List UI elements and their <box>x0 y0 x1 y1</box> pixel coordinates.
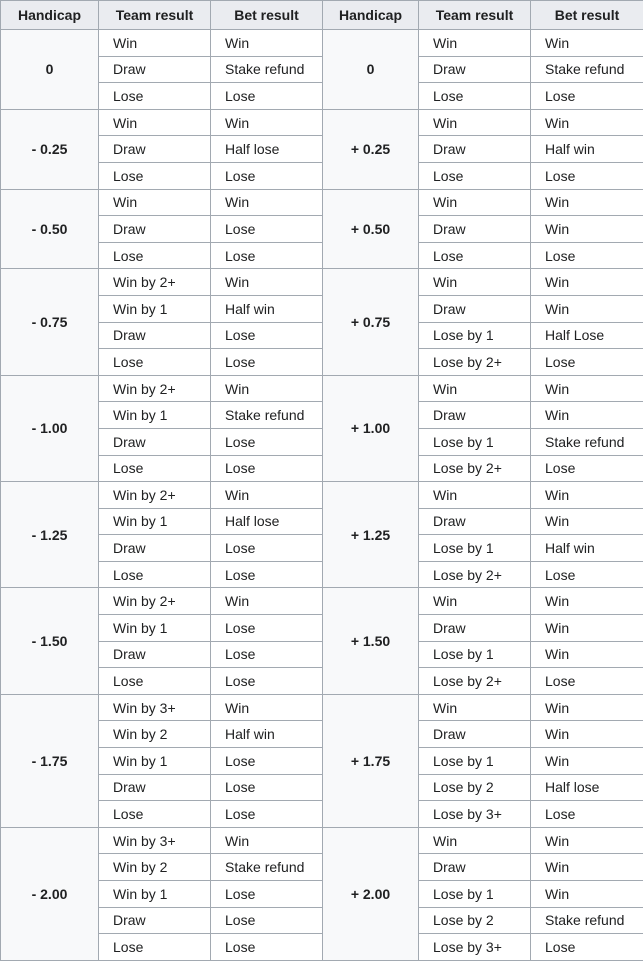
bet-result-cell: Stake refund <box>531 428 643 455</box>
team-result-cell: Draw <box>419 508 531 535</box>
handicap-cell-right: + 1.75 <box>323 694 419 827</box>
header-bet-result: Bet result <box>531 1 643 30</box>
team-result-cell: Win by 1 <box>99 508 211 535</box>
bet-result-cell: Lose <box>531 455 643 482</box>
header-team-result: Team result <box>419 1 531 30</box>
bet-result-cell: Win <box>211 109 323 136</box>
team-result-cell: Draw <box>99 56 211 83</box>
table-row <box>1 109 643 136</box>
team-result-cell: Win <box>99 30 211 57</box>
bet-result-cell: Stake refund <box>211 854 323 881</box>
table-row <box>1 269 643 296</box>
team-result-cell: Lose <box>99 162 211 189</box>
bet-result-cell: Lose <box>211 83 323 110</box>
bet-result-cell: Lose <box>211 615 323 642</box>
bet-result-cell: Win <box>531 109 643 136</box>
bet-result-cell: Win <box>531 216 643 243</box>
team-result-cell: Lose by 2+ <box>419 668 531 695</box>
team-result-cell: Win <box>419 588 531 615</box>
bet-result-cell: Win <box>531 694 643 721</box>
bet-result-cell: Win <box>531 30 643 57</box>
team-result-cell: Lose by 2+ <box>419 561 531 588</box>
team-result-cell: Lose by 3+ <box>419 934 531 961</box>
bet-result-cell: Win <box>531 508 643 535</box>
bet-result-cell: Lose <box>211 801 323 828</box>
team-result-cell: Lose <box>99 934 211 961</box>
team-result-cell: Lose by 2+ <box>419 455 531 482</box>
team-result-cell: Draw <box>419 402 531 429</box>
team-result-cell: Lose <box>99 561 211 588</box>
bet-result-cell: Win <box>531 721 643 748</box>
bet-result-cell: Stake refund <box>211 56 323 83</box>
handicap-cell-left: - 0.75 <box>1 269 99 375</box>
team-result-cell: Win by 2+ <box>99 375 211 402</box>
header-handicap: Handicap <box>323 1 419 30</box>
header-row <box>1 1 643 30</box>
handicap-cell-left: - 1.25 <box>1 482 99 588</box>
bet-result-cell: Win <box>531 615 643 642</box>
team-result-cell: Win <box>419 694 531 721</box>
bet-result-cell: Lose <box>211 322 323 349</box>
bet-result-cell: Lose <box>531 934 643 961</box>
team-result-cell: Win by 3+ <box>99 694 211 721</box>
bet-result-cell: Lose <box>211 641 323 668</box>
team-result-cell: Lose <box>419 242 531 269</box>
bet-result-cell: Lose <box>211 934 323 961</box>
team-result-cell: Draw <box>99 774 211 801</box>
team-result-cell: Win by 2 <box>99 721 211 748</box>
team-result-cell: Lose by 2 <box>419 907 531 934</box>
bet-result-cell: Lose <box>531 162 643 189</box>
table-row <box>1 694 643 721</box>
bet-result-cell: Win <box>531 748 643 775</box>
team-result-cell: Win by 2+ <box>99 482 211 509</box>
bet-result-cell: Lose <box>531 668 643 695</box>
team-result-cell: Win by 2+ <box>99 588 211 615</box>
bet-result-cell: Half Lose <box>531 322 643 349</box>
team-result-cell: Draw <box>419 216 531 243</box>
bet-result-cell: Win <box>211 588 323 615</box>
bet-result-cell: Win <box>531 854 643 881</box>
team-result-cell: Draw <box>419 615 531 642</box>
bet-result-cell: Win <box>211 30 323 57</box>
team-result-cell: Draw <box>419 854 531 881</box>
bet-result-cell: Stake refund <box>531 907 643 934</box>
handicap-cell-left: - 1.75 <box>1 694 99 827</box>
team-result-cell: Lose <box>419 83 531 110</box>
handicap-cell-right: + 0.25 <box>323 109 419 189</box>
bet-result-cell: Lose <box>211 774 323 801</box>
bet-result-cell: Lose <box>211 535 323 562</box>
bet-result-cell: Lose <box>211 748 323 775</box>
bet-result-cell: Lose <box>211 162 323 189</box>
bet-result-cell: Lose <box>211 216 323 243</box>
team-result-cell: Draw <box>99 428 211 455</box>
table-row <box>1 30 643 57</box>
header-handicap: Handicap <box>1 1 99 30</box>
team-result-cell: Win by 2+ <box>99 269 211 296</box>
team-result-cell: Win <box>419 827 531 854</box>
bet-result-cell: Win <box>531 827 643 854</box>
team-result-cell: Lose by 1 <box>419 322 531 349</box>
team-result-cell: Win <box>99 189 211 216</box>
bet-result-cell: Lose <box>531 83 643 110</box>
bet-result-cell: Stake refund <box>531 56 643 83</box>
team-result-cell: Draw <box>99 641 211 668</box>
handicap-cell-right: + 2.00 <box>323 827 419 960</box>
team-result-cell: Lose <box>99 668 211 695</box>
team-result-cell: Draw <box>419 136 531 163</box>
team-result-cell: Lose by 3+ <box>419 801 531 828</box>
team-result-cell: Win <box>419 30 531 57</box>
table-row <box>1 588 643 615</box>
bet-result-cell: Half win <box>211 295 323 322</box>
team-result-cell: Draw <box>99 136 211 163</box>
bet-result-cell: Half lose <box>531 774 643 801</box>
bet-result-cell: Win <box>531 269 643 296</box>
bet-result-cell: Lose <box>211 561 323 588</box>
bet-result-cell: Lose <box>531 349 643 376</box>
bet-result-cell: Lose <box>531 801 643 828</box>
handicap-cell-right: 0 <box>323 30 419 110</box>
team-result-cell: Win by 2 <box>99 854 211 881</box>
bet-result-cell: Win <box>531 189 643 216</box>
team-result-cell: Lose <box>99 455 211 482</box>
bet-result-cell: Win <box>531 295 643 322</box>
handicap-cell-left: - 0.25 <box>1 109 99 189</box>
table-row <box>1 482 643 509</box>
handicap-cell-right: + 1.25 <box>323 482 419 588</box>
team-result-cell: Lose <box>419 162 531 189</box>
team-result-cell: Lose <box>99 349 211 376</box>
team-result-cell: Win <box>419 109 531 136</box>
team-result-cell: Lose by 1 <box>419 748 531 775</box>
bet-result-cell: Win <box>531 881 643 908</box>
header-team-result: Team result <box>99 1 211 30</box>
handicap-cell-left: 0 <box>1 30 99 110</box>
table-row <box>1 189 643 216</box>
handicap-cell-left: - 0.50 <box>1 189 99 269</box>
table-row <box>1 375 643 402</box>
bet-result-cell: Half win <box>531 535 643 562</box>
bet-result-cell: Win <box>531 482 643 509</box>
team-result-cell: Lose by 1 <box>419 535 531 562</box>
team-result-cell: Lose by 2 <box>419 774 531 801</box>
team-result-cell: Draw <box>419 56 531 83</box>
bet-result-cell: Lose <box>211 349 323 376</box>
bet-result-cell: Lose <box>531 561 643 588</box>
team-result-cell: Win by 1 <box>99 402 211 429</box>
header-bet-result: Bet result <box>211 1 323 30</box>
team-result-cell: Lose <box>99 242 211 269</box>
handicap-cell-right: + 0.50 <box>323 189 419 269</box>
team-result-cell: Win by 1 <box>99 295 211 322</box>
team-result-cell: Lose by 1 <box>419 641 531 668</box>
team-result-cell: Draw <box>99 535 211 562</box>
handicap-cell-right: + 1.00 <box>323 375 419 481</box>
team-result-cell: Win by 3+ <box>99 827 211 854</box>
table-body <box>1 30 643 961</box>
handicap-cell-left: - 1.50 <box>1 588 99 694</box>
bet-result-cell: Lose <box>211 907 323 934</box>
team-result-cell: Lose by 1 <box>419 881 531 908</box>
team-result-cell: Win <box>419 189 531 216</box>
bet-result-cell: Half lose <box>211 508 323 535</box>
team-result-cell: Lose <box>99 83 211 110</box>
bet-result-cell: Half win <box>531 136 643 163</box>
team-result-cell: Draw <box>99 907 211 934</box>
bet-result-cell: Win <box>211 189 323 216</box>
team-result-cell: Draw <box>419 295 531 322</box>
table-row <box>1 827 643 854</box>
bet-result-cell: Lose <box>211 428 323 455</box>
bet-result-cell: Lose <box>211 668 323 695</box>
bet-result-cell: Half win <box>211 721 323 748</box>
bet-result-cell: Win <box>531 402 643 429</box>
team-result-cell: Draw <box>99 216 211 243</box>
team-result-cell: Win <box>99 109 211 136</box>
team-result-cell: Draw <box>419 721 531 748</box>
bet-result-cell: Lose <box>531 242 643 269</box>
bet-result-cell: Win <box>211 482 323 509</box>
bet-result-cell: Lose <box>211 242 323 269</box>
bet-result-cell: Win <box>531 641 643 668</box>
bet-result-cell: Stake refund <box>211 402 323 429</box>
handicap-cell-left: - 1.00 <box>1 375 99 481</box>
bet-result-cell: Win <box>531 375 643 402</box>
handicap-cell-left: - 2.00 <box>1 827 99 960</box>
bet-result-cell: Win <box>211 827 323 854</box>
handicap-cell-right: + 1.50 <box>323 588 419 694</box>
handicap-cell-right: + 0.75 <box>323 269 419 375</box>
team-result-cell: Lose <box>99 801 211 828</box>
team-result-cell: Win <box>419 375 531 402</box>
team-result-cell: Win by 1 <box>99 615 211 642</box>
bet-result-cell: Lose <box>211 881 323 908</box>
bet-result-cell: Win <box>211 269 323 296</box>
team-result-cell: Draw <box>99 322 211 349</box>
bet-result-cell: Win <box>211 375 323 402</box>
table-header <box>1 1 643 30</box>
team-result-cell: Lose by 2+ <box>419 349 531 376</box>
team-result-cell: Win <box>419 482 531 509</box>
team-result-cell: Win by 1 <box>99 881 211 908</box>
bet-result-cell: Half lose <box>211 136 323 163</box>
team-result-cell: Win by 1 <box>99 748 211 775</box>
team-result-cell: Win <box>419 269 531 296</box>
bet-result-cell: Lose <box>211 455 323 482</box>
team-result-cell: Lose by 1 <box>419 428 531 455</box>
bet-result-cell: Win <box>211 694 323 721</box>
bet-result-cell: Win <box>531 588 643 615</box>
